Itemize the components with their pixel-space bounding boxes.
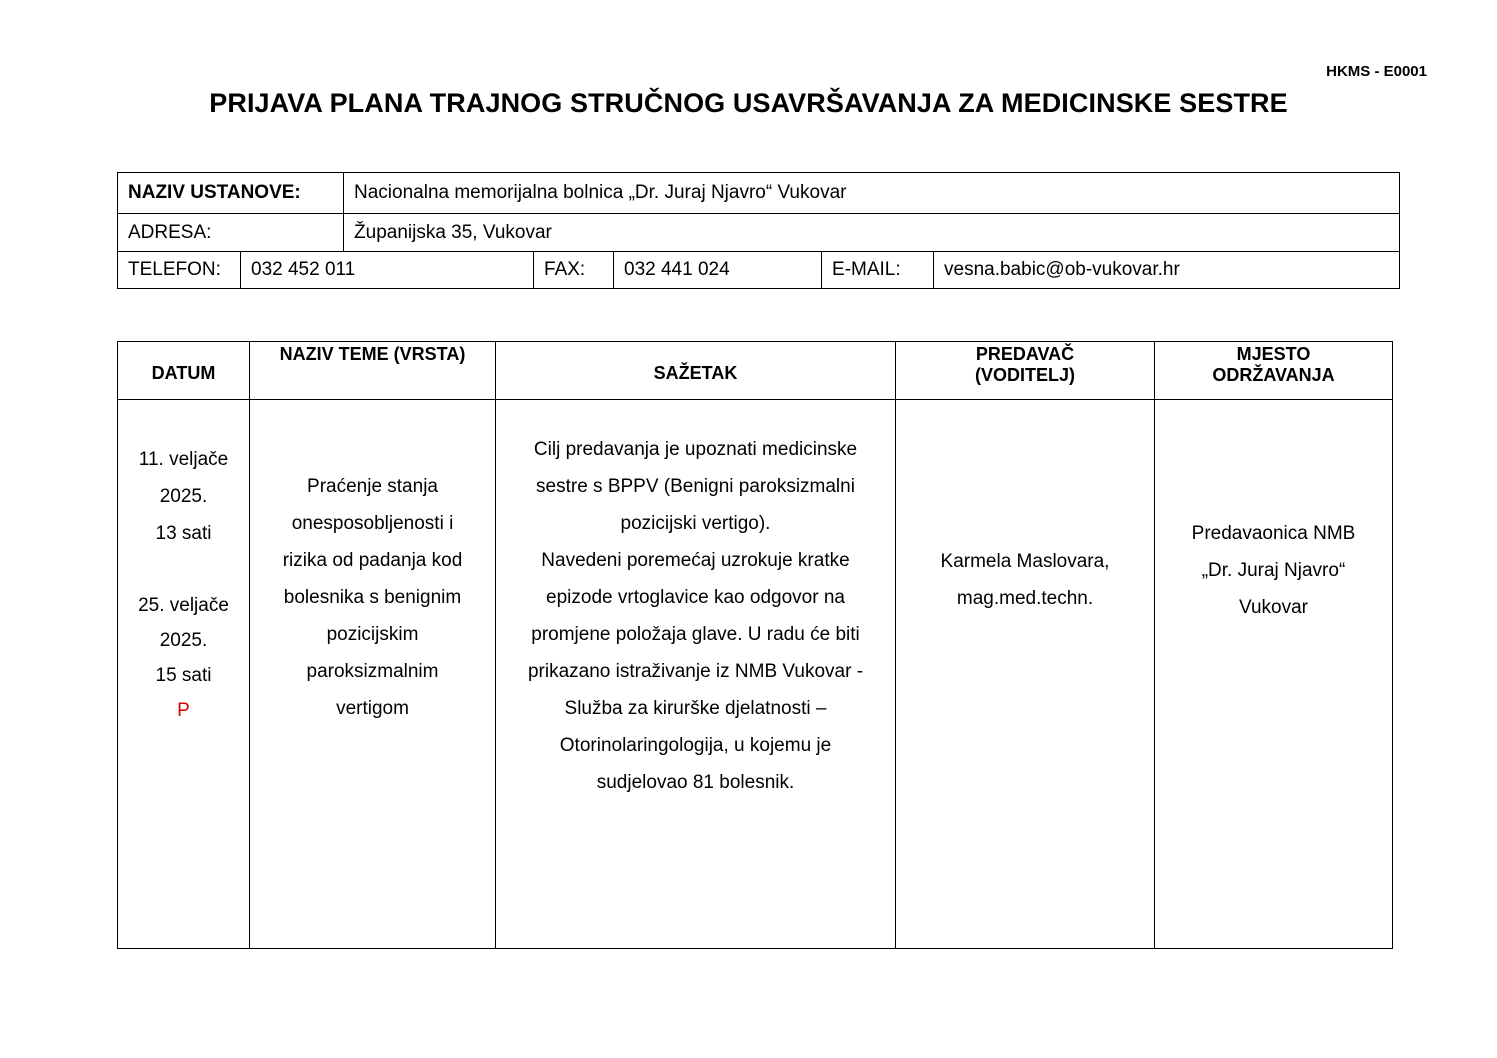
lecturer-line: Karmela Maslovara, [940,551,1110,572]
topic-line: vertigom [336,698,409,719]
form-code: HKMS - E0001 [1326,63,1427,80]
header-venue-line2: ODRŽAVANJA [1212,365,1335,385]
institution-name-value: Nacionalna memorijalna bolnica „Dr. Juraj Njavro“ Vukovar [344,173,1400,214]
lecturer-line: mag.med.techn. [956,588,1094,609]
date1-time: 13 sati [155,523,212,544]
plan-header-row [118,342,1393,400]
date2-line2: 2025. [159,630,208,651]
topic-line: paroksizmalnim [306,661,439,682]
header-summary: SAŽETAK [496,342,896,400]
institution-table [117,172,1400,289]
summary-line: promjene položaja glave. U radu će biti [531,624,860,645]
date-spacer [118,552,249,588]
type-code: P [177,700,190,721]
summary-line: sudjelovao 81 bolesnik. [596,772,795,793]
contact-row [118,252,1400,289]
venue-line: Vukovar [1239,597,1308,618]
phone-label: TELEFON: [118,252,241,289]
venue-line: Predavaonica NMB [1191,523,1356,544]
phone-value: 032 452 011 [241,252,534,289]
email-label: E-MAIL: [822,252,934,289]
date-cell [118,400,250,949]
topic-line: pozicijskim [326,624,419,645]
summary-line: Cilj predavanja je upoznati medicinske [533,439,858,460]
header-lecturer-line1: PREDAVAČ [975,344,1075,364]
date1-line1: 11. veljače [138,449,229,470]
summary-cell [496,400,896,949]
fax-label: FAX: [534,252,614,289]
header-date: DATUM [118,342,250,400]
topic-line: bolesnika s benignim [283,587,462,608]
summary-line: sestre s BPPV (Benigni paroksizmalni [536,476,855,497]
date1-line2: 2025. [159,486,208,507]
institution-name-label: NAZIV USTANOVE: [118,173,344,214]
summary-line: Služba za kirurške djelatnosti – [564,698,827,719]
fax-value: 032 441 024 [614,252,822,289]
address-value: Županijska 35, Vukovar [344,214,1400,252]
lecturer-cell [896,400,1155,949]
email-value: vesna.babic@ob-vukovar.hr [934,252,1400,289]
header-topic: NAZIV TEME (VRSTA) [250,342,496,400]
header-lecturer [896,342,1155,400]
summary-line: prikazano istraživanje iz NMB Vukovar - [527,661,864,682]
topic-line: rizika od padanja kod [282,550,463,571]
address-row [118,214,1400,252]
header-lecturer-line2: (VODITELJ) [974,365,1075,385]
summary-line: pozicijski vertigo). [620,513,771,534]
summary-line: Navedeni poremećaj uzrokuje kratke [541,550,850,571]
topic-line: onesposobljenosti i [291,513,454,534]
institution-name-row [118,173,1400,214]
page-title: PRIJAVA PLANA TRAJNOG STRUČNOG USAVRŠAVANJA ZA MEDICINSKE SESTRE [209,88,1288,118]
topic-line: Praćenje stanja [307,476,438,497]
address-label: ADRESA: [118,214,344,252]
header-venue [1155,342,1393,400]
header-venue-line1: MJESTO [1236,344,1311,364]
venue-line: „Dr. Juraj Njavro“ [1201,560,1346,581]
plan-row [118,400,1393,949]
date2-time: 15 sati [155,665,212,686]
plan-table [117,341,1393,949]
summary-line: epizode vrtoglavice kao odgovor na [546,587,845,608]
summary-line: Otorinolaringologija, u kojemu je [559,735,832,756]
venue-cell [1155,400,1393,949]
date2-line1: 25. veljače [138,595,229,616]
topic-cell [250,400,496,949]
